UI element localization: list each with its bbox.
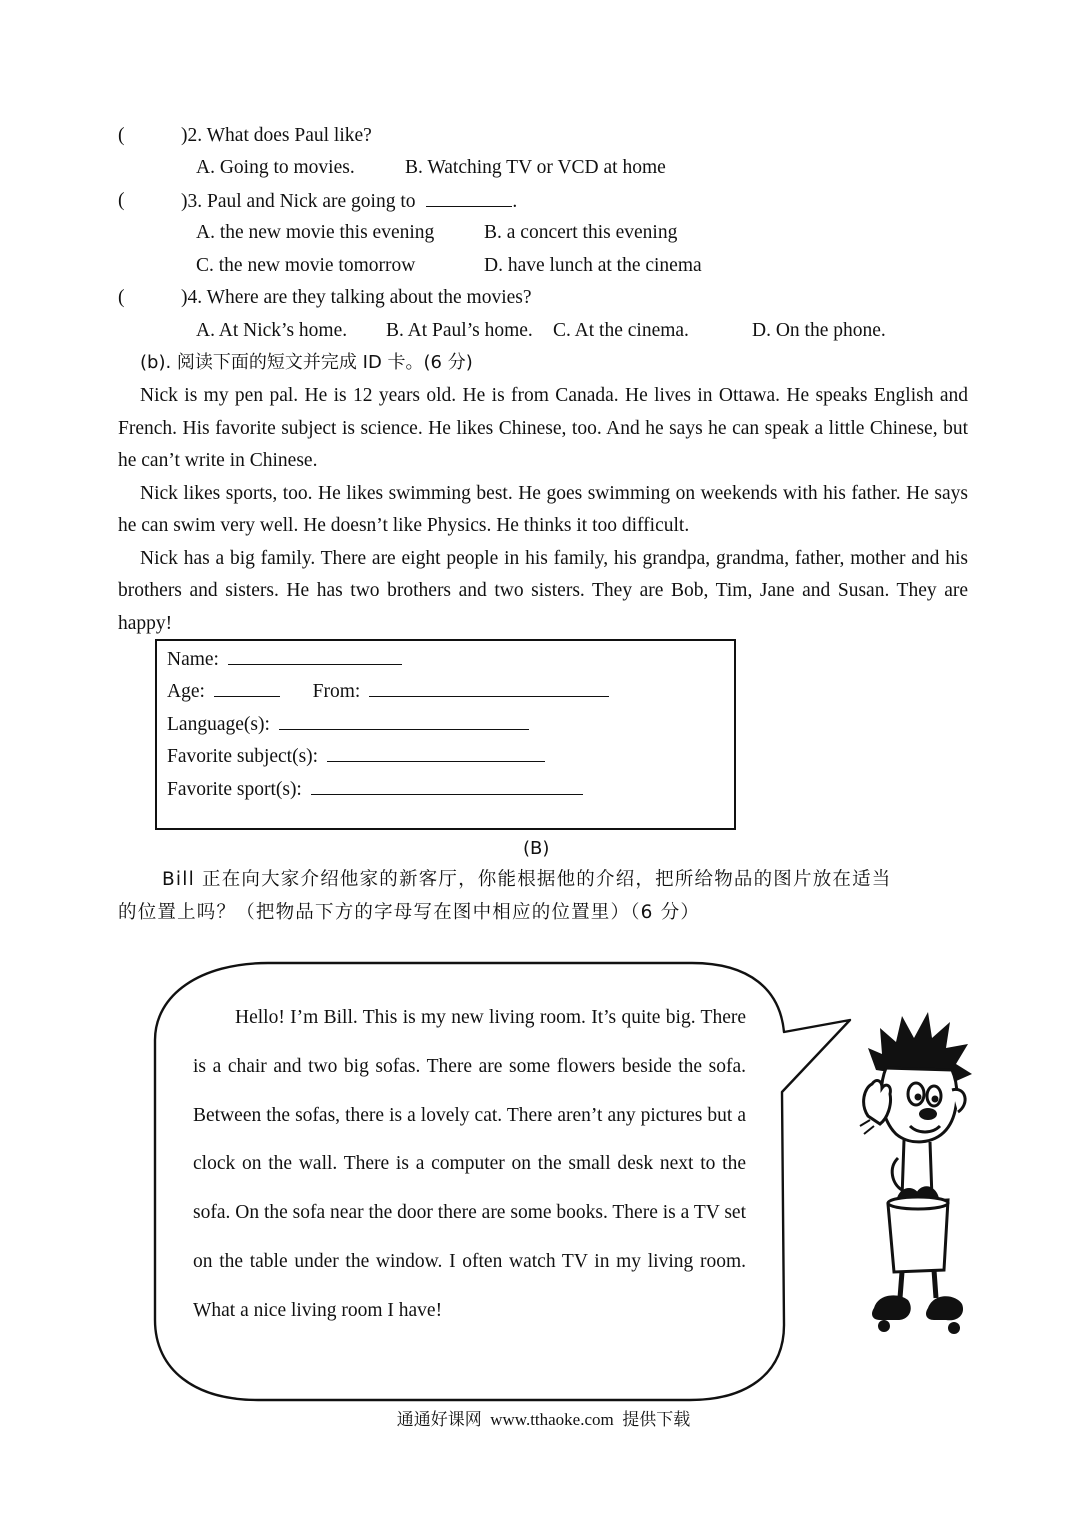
section-b-instruction-line-1: Bill 正在向大家介绍他家的新客厅，你能根据他的介绍，把所给物品的图片放在适当: [162, 869, 892, 890]
page-footer: 通通好课网 www.tthaoke.com 提供下载: [396, 1410, 691, 1429]
section-b-instruction-line-2: 的位置上吗？（把物品下方的字母写在图中相应的位置里）（6 分）: [118, 902, 701, 923]
id-name-label: Name:: [167, 649, 219, 670]
question-4-stem: )4. Where are they talking about the movies?: [181, 287, 532, 308]
speech-bubble-text: Hello! I’m Bill. This is my new living room. It’s quite big. There is a chair and two big sofas. There are some flowers beside the sofa. Between the sofas, there is a lovely cat. There aren’t any pictures but a clock on the wall. There is a computer on the small desk next to the sofa. On the sofa near the door there are some books. There is a TV set on the table under the window. I often watch TV in my living room. What a nice living room I have!: [193, 1007, 746, 1321]
question-3-paren: (: [118, 190, 125, 211]
question-3-option-d: D. have lunch at the cinema: [484, 255, 702, 276]
id-from-label: From:: [312, 681, 361, 702]
question-4-option-a: A. At Nick’s home.: [196, 320, 348, 341]
passage-paragraph-1: Nick is my pen pal. He is 12 years old. He is from Canada. He lives in Ottawa. He speaks English and French. His favorite subject is science. He likes Chinese, too. And he says he can speak a little Chinese, but he can’t write in Chinese.: [118, 385, 968, 471]
part-b-heading: (b). 阅读下面的短文并完成 ID 卡。(6 分): [140, 352, 473, 373]
question-2-option-a: A. Going to movies.: [196, 157, 355, 178]
passage-paragraph-3: Nick has a big family. There are eight people in his family, his grandpa, grandma, father, mother and his brothers and sisters. He has two brothers and two sisters. They are Bob, Tim, Jane and Susan. They are happy!: [118, 547, 968, 634]
question-3-stem-end: .: [512, 191, 518, 212]
id-age-label: Age:: [167, 681, 205, 702]
id-language-label: Language(s):: [167, 714, 270, 735]
question-4-option-d: D. On the phone.: [752, 320, 886, 341]
question-4-option-b: B. At Paul’s home.: [386, 320, 533, 341]
question-2-paren: (: [118, 125, 125, 146]
question-4-option-c: C. At the cinema.: [553, 320, 689, 341]
question-3-stem-text: )3. Paul and Nick are going to: [181, 191, 416, 212]
question-2-stem: )2. What does Paul like?: [181, 125, 372, 146]
question-3-option-c: C. the new movie tomorrow: [196, 255, 416, 276]
id-sport-label: Favorite sport(s):: [167, 779, 302, 800]
question-3-option-a: A. the new movie this evening: [196, 222, 435, 243]
passage-paragraph-2: Nick likes sports, too. He likes swimming best. He goes swimming on weekends with his father. He says he can swim very well. He doesn’t like Physics. He thinks it too difficult.: [118, 482, 968, 536]
section-b-title: (B): [523, 838, 550, 859]
question-4-paren: (: [118, 287, 125, 308]
question-2-option-b: B. Watching TV or VCD at home: [405, 157, 666, 178]
cartoon-boy-icon: [858, 1008, 978, 1340]
question-3-option-b: B. a concert this evening: [484, 222, 678, 243]
id-subject-label: Favorite subject(s):: [167, 746, 319, 767]
